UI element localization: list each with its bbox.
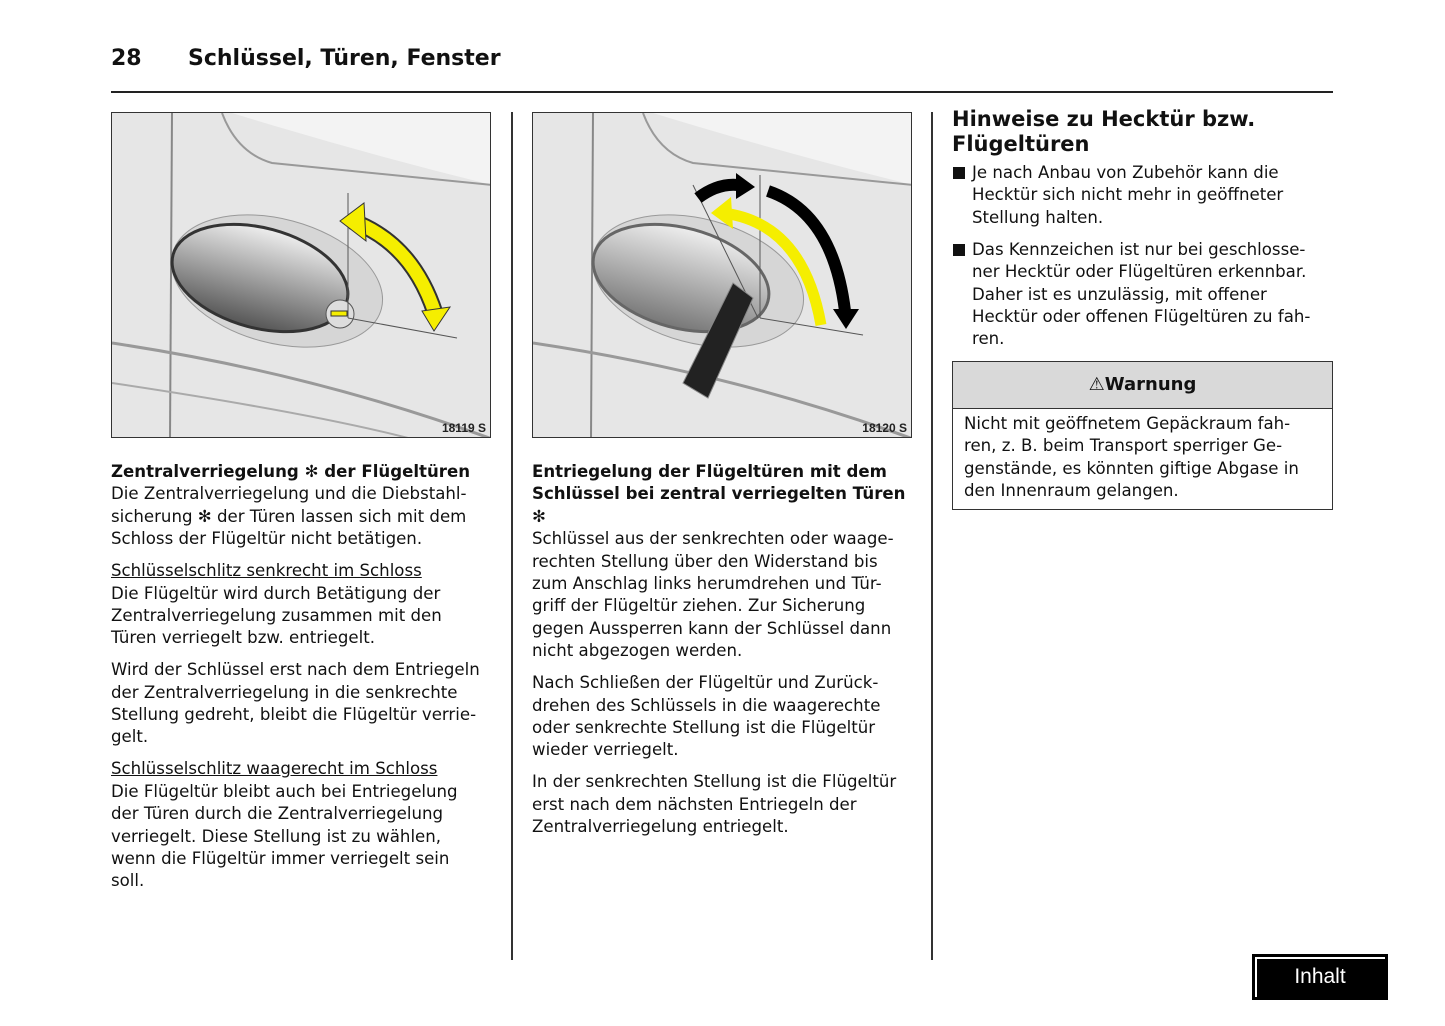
subsection-title: Schlüsselschlitz waagerecht im Schloss xyxy=(111,759,438,779)
page-title: Schlüssel, Türen, Fenster xyxy=(188,46,501,71)
paragraph: Wird der Schlüssel erst nach dem Entriegeln der Zentralverriegelung in die senkrechte Stellung gedreht, bleibt die Flügeltür verrie- gelt. xyxy=(111,660,480,747)
bullet-list xyxy=(952,162,1342,360)
figure-number: 18119 S xyxy=(441,421,486,435)
column-divider xyxy=(511,112,513,960)
section-title: Zentralverriegelung ✻ der Flügeltüren xyxy=(111,462,471,481)
subsection-title: Schlüsselschlitz senkrecht im Schloss xyxy=(111,561,422,581)
page-number: 28 xyxy=(111,46,142,71)
header-rule xyxy=(111,91,1333,93)
bullet-square-icon xyxy=(953,167,965,179)
bullet-square-icon xyxy=(953,244,965,256)
paragraph: Die Zentralverriegelung und die Diebstahl- sicherung ✻ der Türen lassen sich mit dem Schloss der Flügeltür nicht betätigen. xyxy=(111,484,467,549)
column-divider xyxy=(931,112,933,960)
column-2-text xyxy=(532,461,922,848)
paragraph: In der senkrechten Stellung ist die Flügeltür erst nach dem nächsten Entriegeln der Zentralverriegelung entriegelt. xyxy=(532,772,897,837)
figure-number: 18120 S xyxy=(862,421,907,435)
section-heading: Hinweise zu Hecktür bzw. Flügeltüren xyxy=(952,107,1256,156)
contents-button-label: Inhalt xyxy=(1294,965,1346,988)
warning-text: Nicht mit geöffnetem Gepäckraum fah- ren, z. B. beim Transport sperriger Ge- genstände, es könnten giftige Abgase in den Innenraum gelangen. xyxy=(964,414,1299,501)
warning-box xyxy=(952,361,1333,510)
list-item-text: Je nach Anbau von Zubehör kann die Hecktür sich nicht mehr in geöffneter Stellung halten. xyxy=(972,163,1284,227)
figure-door-handle-key xyxy=(532,112,912,438)
section-title: Entriegelung der Flügeltüren mit dem Schlüssel bei zentral verriegelten Türen ✻ xyxy=(532,462,906,526)
paragraph: Schlüssel aus der senkrechten oder waage- rechten Stellung über den Widerstand bis zum Anschlag links herumdrehen und Tür- griff der Flügeltür ziehen. Zur Sicherung gegen Aussperren kann der Schlüssel dann nicht abgezogen werden. xyxy=(532,529,894,661)
warning-title: ⚠Warnung xyxy=(953,362,1332,409)
list-item-text: Das Kennzeichen ist nur bei geschlosse- ner Hecktür oder Flügeltüren erkennbar. Daher ist es unzulässig, mit offener Hecktür oder offenen Flügeltüren zu fah- ren. xyxy=(972,239,1311,349)
paragraph: Die Flügeltür wird durch Betätigung der Zentralverriegelung zusammen mit den Türen verriegelt bzw. entriegelt. xyxy=(111,583,442,648)
paragraph: Nach Schließen der Flügeltür und Zurück- drehen des Schlüssels in die waagerechte oder senkrechte Stellung ist die Flügeltür wieder verriegelt. xyxy=(532,673,881,760)
figure-door-handle-lock xyxy=(111,112,491,438)
column-1-text xyxy=(111,461,501,902)
list-item xyxy=(952,162,1342,229)
paragraph: Die Flügeltür bleibt auch bei Entriegelung der Türen durch die Zentralverriegelung verriegelt. Diese Stellung ist zu wählen, wenn die Flügeltür immer verriegelt sein soll. xyxy=(111,781,458,891)
contents-button[interactable] xyxy=(1252,954,1388,1000)
list-item xyxy=(952,239,1342,351)
